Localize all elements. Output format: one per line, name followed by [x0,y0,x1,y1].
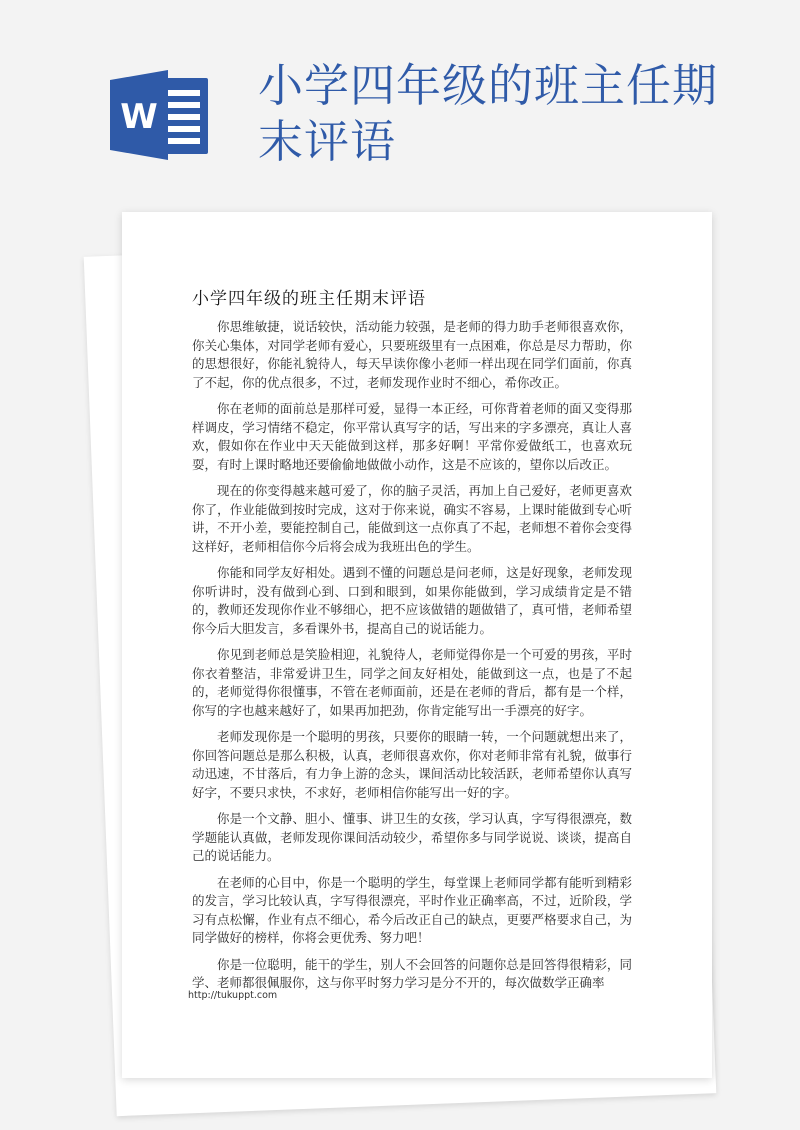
document-body [192,318,632,990]
paragraph: 你是一个文静、胆小、懂事、讲卫生的女孩，学习认真，字写得很漂亮，数学题能认真做，老师发现你课间活动较少，希望你多与同学说说、谈谈，提高自己的说话能力。 [192,811,632,863]
paragraph: 老师发现你是一个聪明的男孩，只要你的眼睛一转，一个问题就想出来了，你回答问题总是那么积极，认真，老师很喜欢你，你对老师非常有礼貌，做事行动迅速，不甘落后，有力争上游的念头，课间活动比较活跃，老师希望你认真写好字，不要只求快，不求好，老师相信你能写出一好的字。 [192,729,632,800]
paragraph: 你能和同学友好相处。遇到不懂的问题总是问老师，这是好现象，老师发现你听讲时，没有做到心到、口到和眼到，如果你能做到，学习成绩肯定是不错的，教师还发现你作业不够细心，把不应该做错的题做错了，真可惜，老师希望你今后大胆发言，多看课外书，提高自己的说话能力。 [192,565,632,636]
document-title: 小学四年级的班主任期末评语 [192,289,426,309]
logo-letter: W [120,97,158,137]
paragraph: 你是一位聪明，能干的学生，别人不会回答的问题你总是回答得很精彩，同学、老师都很佩服你，这与你平时努力学习是分不开的，每次做数学正确率 [192,956,632,990]
source-url: http://tukuppt.com [188,990,278,1001]
paragraph: 现在的你变得越来越可爱了，你的脑子灵活，再加上自己爱好，老师更喜欢你了，作业能做到按时完成，这对于你来说，确实不容易，上课时能做到专心听讲，不开小差，要能控制自己，能做到这一点你真了不起，老师想不着你会变得这样好，老师相信你今后将会成为我班出色的学生。 [192,483,632,554]
paragraph: 在老师的心目中，你是一个聪明的学生，每堂课上老师同学都有能听到精彩的发言，学习比较认真，字写得很漂亮，平时作业正确率高，不过，近阶段，学习有点松懈，作业有点不细心，希今后改正自己的缺点，更要严格要求自己，为同学做好的榜样，你将会更优秀、努力吧！ [192,874,632,945]
document-page [122,212,712,1078]
word-document-icon [110,70,212,160]
paragraph: 你在老师的面前总是那样可爱，显得一本正经，可你背着老师的面又变得那样调皮，学习情绪不稳定，你平常认真写字的话，写出来的字多漂亮，真让人喜欢，假如你在作业中天天能做到这样，那多好啊！平常你爱做纸工，也喜欢玩耍，有时上课时略地还要偷偷地做做小动作，这是不应该的，望你以后改正。 [192,401,632,472]
paragraph: 你思维敏捷，说话较快，活动能力较强，是老师的得力助手老师很喜欢你，你关心集体，对同学老师有爱心，只要班级里有一点困难，你总是尽力帮助，你的思想很好，你能礼貌待人，每天早读你像小老师一样出现在同学们面前，你真了不起，你的优点很多，不过，老师发现作业时不细心，希你改正。 [192,319,632,390]
page-title: 小学四年级的班主任期末评语 [258,59,719,168]
paragraph: 你见到老师总是笑脸相迎，礼貌待人，老师觉得你是一个可爱的男孩，平时你衣着整洁，非常爱讲卫生，同学之间友好相处，能做到这一点，也是了不起的，老师觉得你很懂事，不管在老师面前，还是在老师的背后，都有是一个样，你写的字也越来越好了，如果再加把劲，你肯定能写出一手漂亮的好字。 [192,647,632,718]
